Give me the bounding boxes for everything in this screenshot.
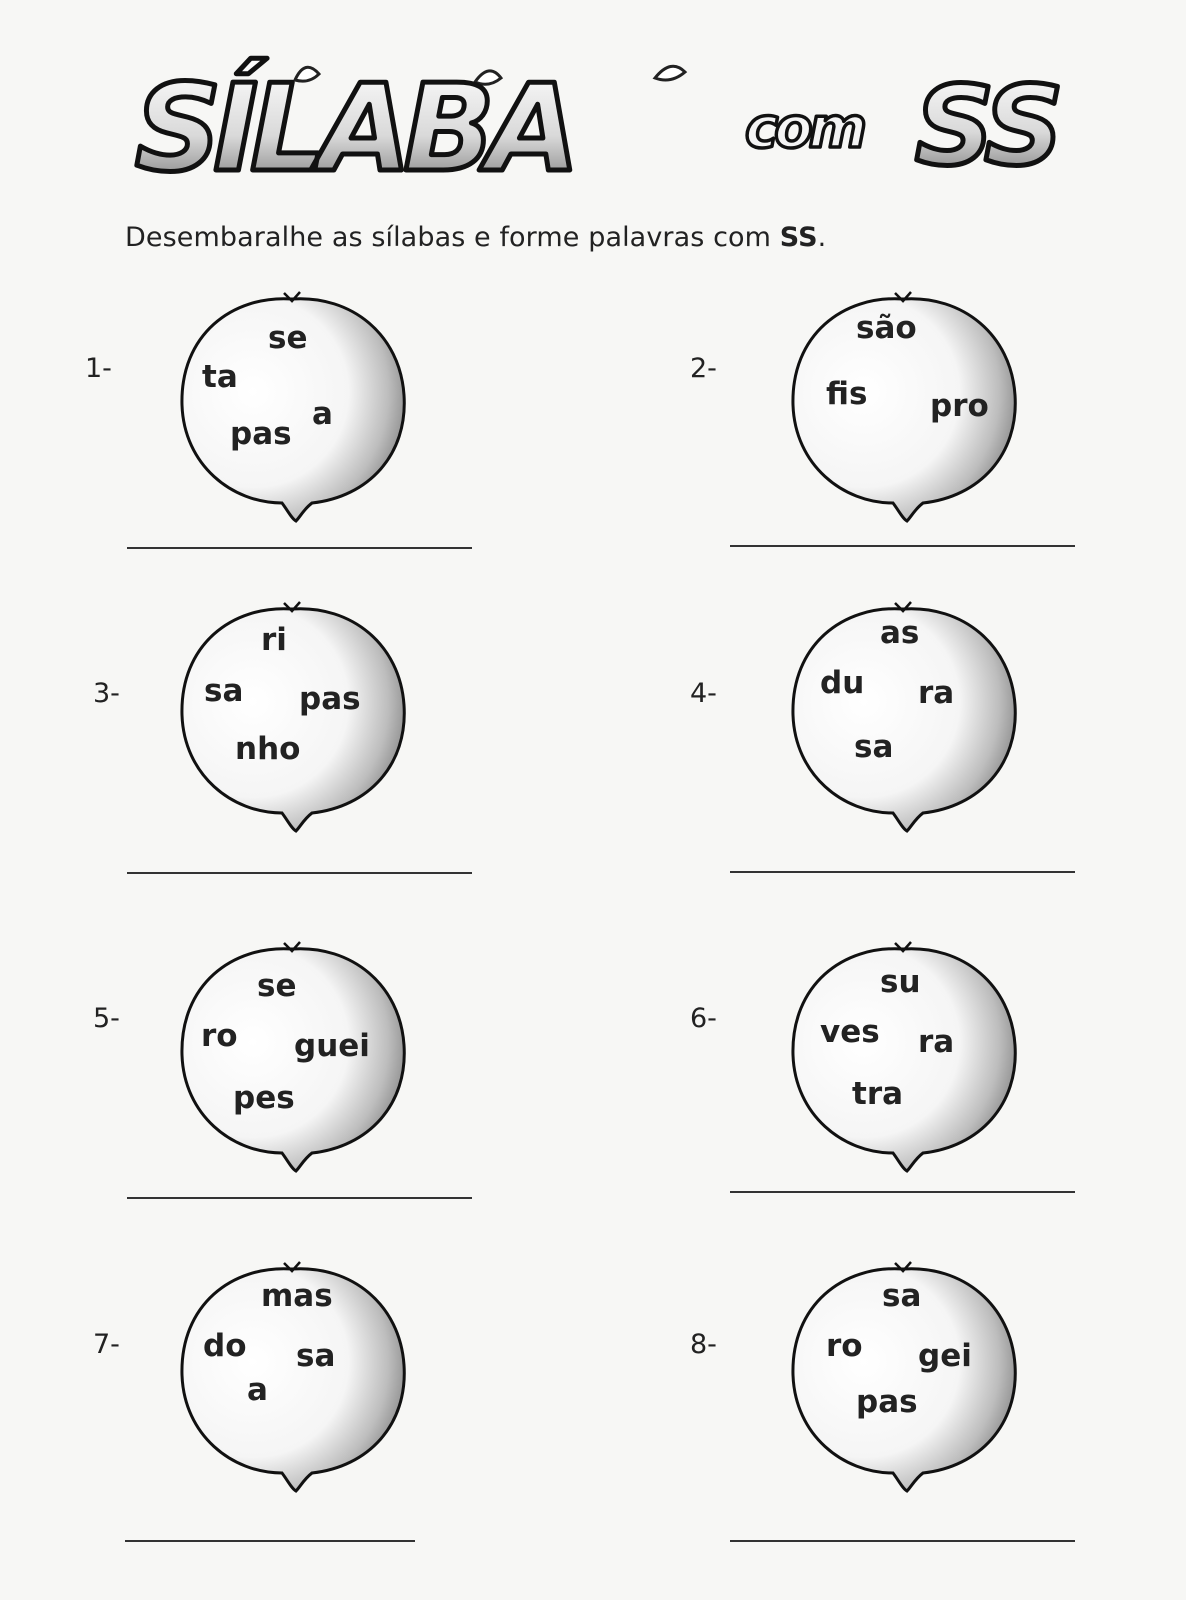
exercise-number: 8- bbox=[690, 1329, 717, 1360]
exercise-number: 6- bbox=[690, 1003, 717, 1034]
answer-line[interactable] bbox=[127, 547, 472, 549]
syllable: pes bbox=[233, 1080, 295, 1116]
exercise-8 bbox=[690, 1245, 1186, 1565]
syllable: ta bbox=[202, 359, 238, 395]
instruction-period: . bbox=[817, 222, 827, 253]
exercise-1 bbox=[85, 275, 605, 595]
answer-line[interactable] bbox=[730, 1540, 1075, 1542]
syllable: ra bbox=[918, 1024, 955, 1060]
exercise-number: 7- bbox=[93, 1329, 120, 1360]
syllable: gei bbox=[918, 1338, 972, 1374]
instruction-highlight: SS bbox=[779, 222, 818, 253]
syllable: sa bbox=[296, 1338, 336, 1374]
exercise-number: 5- bbox=[93, 1003, 120, 1034]
syllable: a bbox=[312, 396, 333, 432]
exercise-number: 4- bbox=[690, 678, 717, 709]
answer-line[interactable] bbox=[730, 545, 1075, 547]
syllable: ri bbox=[261, 622, 287, 658]
answer-line[interactable] bbox=[127, 1197, 472, 1199]
exercise-number: 2- bbox=[690, 353, 717, 384]
syllable: se bbox=[257, 968, 297, 1004]
syllable: se bbox=[268, 320, 308, 356]
syllable: sa bbox=[854, 729, 894, 765]
title-connector: com bbox=[745, 96, 864, 161]
syllable: pas bbox=[856, 1384, 918, 1420]
syllable: su bbox=[880, 964, 921, 1000]
syllable: ro bbox=[826, 1328, 863, 1364]
title-word: SÍLABA bbox=[135, 60, 572, 199]
syllable: guei bbox=[294, 1028, 370, 1064]
syllable: a bbox=[247, 1372, 268, 1408]
exercise-number: 3- bbox=[93, 678, 120, 709]
instruction-main: Desembaralhe as sílabas e forme palavras com bbox=[125, 222, 772, 253]
bubble-letters-title bbox=[135, 52, 1095, 212]
syllable: do bbox=[203, 1328, 247, 1364]
answer-line[interactable] bbox=[127, 872, 472, 874]
exercise-5 bbox=[85, 925, 605, 1245]
syllable: fis bbox=[826, 376, 868, 412]
syllable: sa bbox=[204, 673, 244, 709]
syllable: mas bbox=[261, 1278, 333, 1314]
fruit-outline-icon bbox=[172, 275, 412, 535]
syllable: pas bbox=[299, 681, 361, 717]
answer-line[interactable] bbox=[730, 871, 1075, 873]
syllable: são bbox=[856, 310, 917, 346]
fruit-outline-icon bbox=[172, 585, 412, 845]
syllable: pas bbox=[230, 416, 292, 452]
syllable: du bbox=[820, 665, 865, 701]
syllable: nho bbox=[235, 731, 301, 767]
exercise-7 bbox=[85, 1245, 605, 1565]
syllable: as bbox=[880, 615, 920, 651]
exercise-3 bbox=[85, 580, 605, 900]
syllable: ro bbox=[201, 1018, 238, 1054]
exercise-6 bbox=[690, 925, 1186, 1245]
leaf-icon bbox=[655, 66, 685, 80]
exercise-number: 1- bbox=[85, 353, 112, 384]
syllable: pro bbox=[930, 388, 989, 424]
exercise-2 bbox=[690, 275, 1186, 595]
syllable: tra bbox=[852, 1076, 904, 1112]
exercise-4 bbox=[690, 580, 1186, 900]
title-letters: SS bbox=[915, 62, 1058, 190]
syllable: ra bbox=[918, 675, 955, 711]
syllable: ves bbox=[820, 1014, 880, 1050]
instruction-text bbox=[125, 222, 826, 253]
page-title-logo bbox=[135, 52, 1095, 212]
answer-line[interactable] bbox=[730, 1191, 1075, 1193]
fruit-outline-icon bbox=[172, 925, 412, 1185]
answer-line[interactable] bbox=[125, 1540, 415, 1542]
syllable: sa bbox=[882, 1278, 922, 1314]
